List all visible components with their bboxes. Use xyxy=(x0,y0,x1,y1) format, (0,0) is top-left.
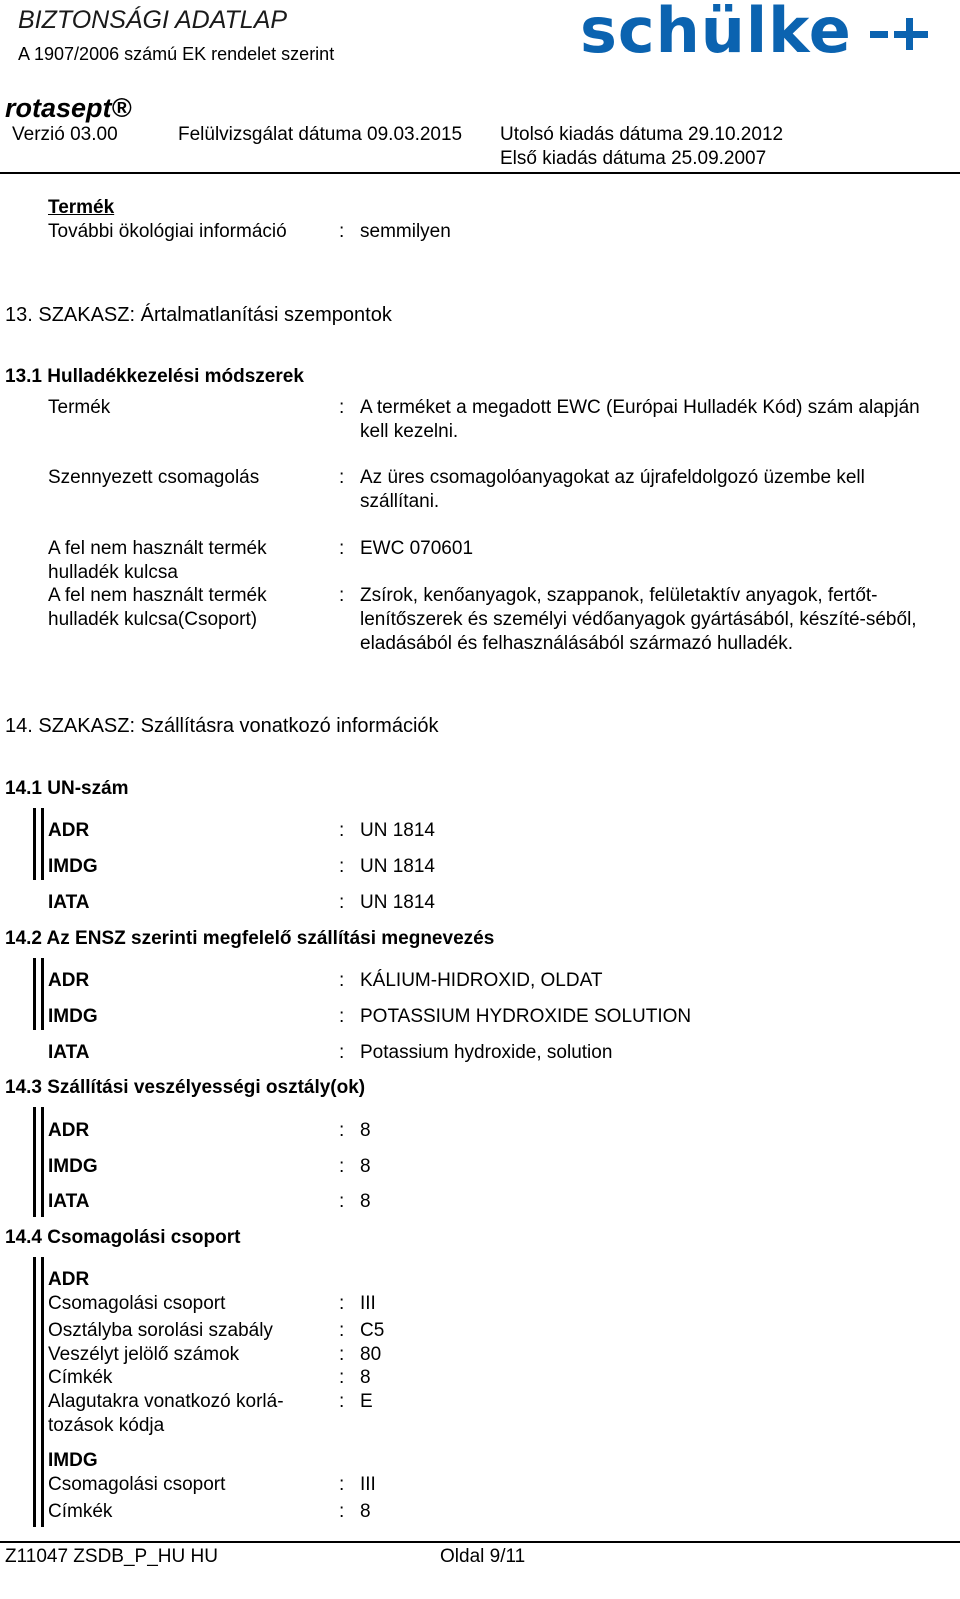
colon: : xyxy=(339,1293,345,1314)
colon: : xyxy=(339,1367,345,1388)
packing-adr-label: Alagutakra vonatkozó korlá-tozások kódja xyxy=(48,1391,284,1436)
change-bar xyxy=(41,958,44,1030)
packing-adr-value: 8 xyxy=(360,1367,371,1388)
hazard-label-imdg: IMDG xyxy=(48,1156,98,1177)
un-label-imdg: IMDG xyxy=(48,856,98,877)
name-value-iata: Potassium hydroxide, solution xyxy=(360,1042,613,1063)
product-brand: rotasept® xyxy=(5,93,132,123)
colon: : xyxy=(339,970,345,991)
footer-page-number: Oldal 9/11 xyxy=(440,1546,526,1567)
un-value-imdg: UN 1814 xyxy=(360,856,435,877)
packing-adr-value: 80 xyxy=(360,1344,382,1365)
packing-adr-value: III xyxy=(360,1293,376,1314)
name-label-adr: ADR xyxy=(48,970,90,991)
packing-adr-label: Címkék xyxy=(48,1367,113,1388)
section-14-1-title: 14.1 UN-szám xyxy=(5,778,129,799)
eco-info-value: semmilyen xyxy=(360,221,451,242)
colon: : xyxy=(339,1474,345,1495)
name-value-imdg: POTASSIUM HYDROXIDE SOLUTION xyxy=(360,1006,692,1027)
change-bar xyxy=(41,1107,44,1217)
un-label-adr: ADR xyxy=(48,820,90,841)
packing-imdg-label: Csomagolási csoport xyxy=(48,1474,226,1495)
regulation-text: A 1907/2006 számú EK rendelet szerint xyxy=(18,44,335,64)
product-subheading: Termék xyxy=(48,197,115,218)
un-value-adr: UN 1814 xyxy=(360,820,435,841)
colon: : xyxy=(339,1042,345,1063)
colon: : xyxy=(339,820,345,841)
hazard-label-adr: ADR xyxy=(48,1120,90,1141)
packing-adr-heading: ADR xyxy=(48,1269,90,1290)
colon: : xyxy=(339,1120,345,1141)
colon: : xyxy=(339,1344,345,1365)
packing-adr-label: Osztályba sorolási szabály xyxy=(48,1320,273,1341)
packing-imdg-heading: IMDG xyxy=(48,1450,98,1471)
section-14-2-title: 14.2 Az ENSZ szerinti megfelelő szállítási megnevezés xyxy=(5,928,495,949)
packing-adr-label: Veszélyt jelölő számok xyxy=(48,1344,240,1365)
section-14-3-title: 14.3 Szállítási veszélyességi osztály(ok) xyxy=(5,1077,366,1098)
logo-wordmark: schülke xyxy=(580,0,852,67)
logo-mark-icon xyxy=(870,14,930,54)
name-value-adr: KÁLIUM-HIDROXID, OLDAT xyxy=(360,970,603,991)
packing-adr-label: Csomagolási csoport xyxy=(48,1293,226,1314)
section-13-1-title: 13.1 Hulladékkezelési módszerek xyxy=(5,366,304,387)
colon: : xyxy=(339,221,345,242)
packing-imdg-value: III xyxy=(360,1474,376,1495)
waste-value-packaging: Az üres csomagolóanyagokat az újrafeldolgozó üzembe kell szállítani. xyxy=(360,467,865,512)
colon: : xyxy=(339,1006,345,1027)
change-bar xyxy=(33,958,36,1030)
packing-adr-value: E xyxy=(360,1391,373,1412)
packing-adr-value: C5 xyxy=(360,1320,385,1341)
footer-divider xyxy=(0,1541,960,1543)
last-issue-date: Utolsó kiadás dátuma 29.10.2012 xyxy=(500,124,784,145)
hazard-label-iata: IATA xyxy=(48,1191,90,1212)
hazard-value-adr: 8 xyxy=(360,1120,371,1141)
schulke-logo xyxy=(580,0,852,70)
section-14-title: 14. SZAKASZ: Szállításra vonatkozó információk xyxy=(5,715,439,737)
colon: : xyxy=(339,397,345,418)
waste-label-product: Termék xyxy=(48,397,111,418)
packing-imdg-value: 8 xyxy=(360,1501,371,1522)
hazard-value-iata: 8 xyxy=(360,1191,371,1212)
footer-doc-code: Z11047 ZSDB_P_HU HU xyxy=(5,1546,218,1567)
colon: : xyxy=(339,585,345,606)
change-bar xyxy=(33,1257,36,1527)
section-13-title: 13. SZAKASZ: Ártalmatlanítási szempontok xyxy=(5,304,392,326)
section-14-4-title: 14.4 Csomagolási csoport xyxy=(5,1227,241,1248)
change-bar xyxy=(41,1257,44,1527)
name-label-iata: IATA xyxy=(48,1042,90,1063)
un-value-iata: UN 1814 xyxy=(360,892,435,913)
waste-value-product: A terméket a megadott EWC (Európai Hulladék Kód) szám alapján kell kezelni. xyxy=(360,397,920,442)
first-issue-date: Első kiadás dátuma 25.09.2007 xyxy=(500,148,767,169)
waste-label-packaging: Szennyezett csomagolás xyxy=(48,467,260,488)
colon: : xyxy=(339,1156,345,1177)
eco-info-label: További ökológiai információ xyxy=(48,221,287,242)
version-text: Verzió 03.00 xyxy=(12,124,118,145)
colon: : xyxy=(339,1320,345,1341)
header-divider xyxy=(0,172,960,174)
revision-date: Felülvizsgálat dátuma 09.03.2015 xyxy=(178,124,463,145)
colon: : xyxy=(339,1191,345,1212)
waste-label-ewc: A fel nem használt termék hulladék kulcsa xyxy=(48,538,267,583)
name-label-imdg: IMDG xyxy=(48,1006,98,1027)
waste-value-ewc: EWC 070601 xyxy=(360,538,474,559)
doc-title: BIZTONSÁGI ADATLAP xyxy=(18,6,288,34)
waste-value-ewc-group: Zsírok, kenőanyagok, szappanok, felületaktív anyagok, fertőt-lenítőszerek és személyi védőanyagok gyártásából, készíté-séből, eladásából és felhasználásából származó hulladék. xyxy=(360,585,917,654)
un-label-iata: IATA xyxy=(48,892,90,913)
waste-label-ewc-group: A fel nem használt termék hulladék kulcsa(Csoport) xyxy=(48,585,267,630)
change-bar xyxy=(33,1107,36,1217)
packing-imdg-label: Címkék xyxy=(48,1501,113,1522)
change-bar xyxy=(33,808,36,880)
colon: : xyxy=(339,1391,345,1412)
change-bar xyxy=(41,808,44,880)
colon: : xyxy=(339,1501,345,1522)
colon: : xyxy=(339,467,345,488)
colon: : xyxy=(339,892,345,913)
colon: : xyxy=(339,538,345,559)
hazard-value-imdg: 8 xyxy=(360,1156,371,1177)
colon: : xyxy=(339,856,345,877)
